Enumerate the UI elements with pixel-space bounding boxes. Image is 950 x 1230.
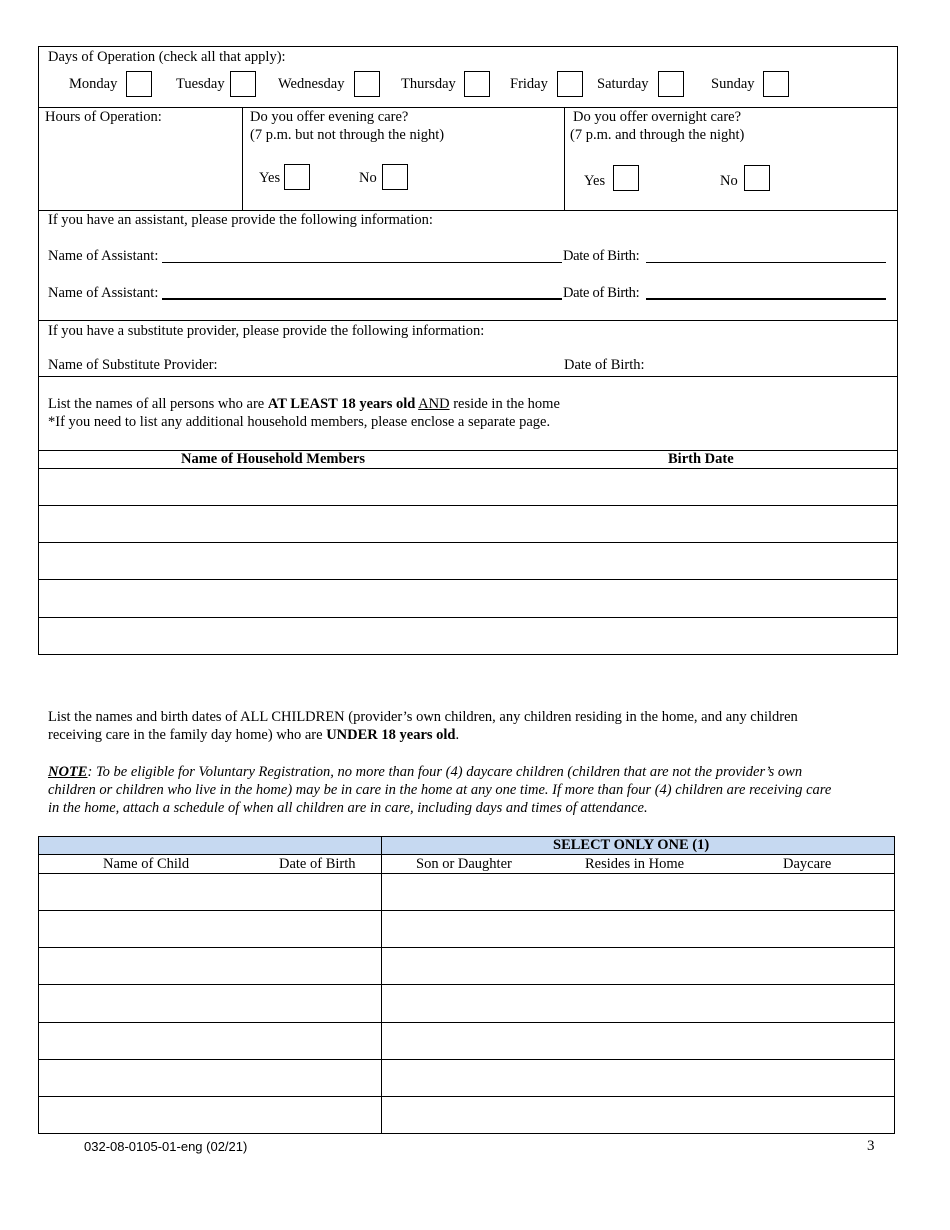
children-instructions-2a: receiving care in the family day home) who are	[48, 727, 327, 743]
household-instructions-b: AT LEAST 18 years old	[267, 396, 416, 412]
assistant-1-dob-label: Date of Birth:	[563, 248, 640, 264]
child-row-line-5	[38, 1059, 895, 1060]
assistant-1-dob-field[interactable]	[646, 262, 886, 263]
overnight-no-label: No	[720, 173, 738, 189]
assistant-2-name-label: Name of Assistant:	[48, 285, 159, 301]
day-label-saturday: Saturday	[597, 76, 649, 92]
assistant-2-dob-field[interactable]	[646, 298, 886, 300]
hours-divider-1	[242, 107, 243, 211]
household-note: *If you need to list any additional household members, please enclose a separate page.	[48, 414, 551, 430]
thursday-checkbox[interactable]	[464, 71, 490, 97]
day-label-tuesday: Tuesday	[176, 76, 225, 92]
child-row-line-3	[38, 984, 895, 985]
wednesday-checkbox[interactable]	[354, 71, 380, 97]
saturday-checkbox[interactable]	[658, 71, 684, 97]
evening-question-detail: (7 p.m. but not through the night)	[250, 127, 445, 143]
note-line-3: in the home, attach a schedule of when all children are in care, including days and times of attendance.	[48, 800, 648, 816]
household-header-bottom	[38, 468, 898, 469]
monday-checkbox[interactable]	[126, 71, 152, 97]
day-label-sunday: Sunday	[711, 76, 755, 92]
hours-label: Hours of Operation:	[45, 109, 162, 125]
day-label-wednesday: Wednesday	[278, 76, 345, 92]
tuesday-checkbox[interactable]	[230, 71, 256, 97]
children-instructions-2b: UNDER 18 years old	[326, 727, 456, 743]
substitute-dob-label: Date of Birth:	[564, 357, 645, 373]
child-col-resides: Resides in Home	[585, 856, 685, 872]
children-table	[38, 836, 895, 1134]
friday-checkbox[interactable]	[557, 71, 583, 97]
children-instructions-2	[48, 726, 459, 744]
household-instructions-e: reside in the home	[449, 396, 560, 412]
children-table-divider	[381, 836, 382, 1134]
household-row-line-3	[38, 579, 898, 580]
assistant-2-dob-label: Date of Birth:	[563, 285, 640, 301]
assistant-1-name-label: Name of Assistant:	[48, 248, 159, 264]
household-row-line-1	[38, 505, 898, 506]
evening-yes-label: Yes	[259, 170, 281, 186]
child-col-dob: Date of Birth	[279, 856, 356, 872]
sunday-checkbox[interactable]	[763, 71, 789, 97]
child-col-name: Name of Child	[103, 856, 190, 872]
evening-no-checkbox[interactable]	[382, 164, 408, 190]
overnight-yes-label: Yes	[584, 173, 606, 189]
child-row-line-4	[38, 1022, 895, 1023]
children-instructions-1: List the names and birth dates of ALL CHILDREN (provider’s own children, any children residing in the home, and any children	[48, 709, 798, 725]
child-row-line-6	[38, 1096, 895, 1097]
assistant-2-name-field[interactable]	[162, 298, 562, 300]
household-col-birth: Birth Date	[668, 451, 734, 467]
household-col-name: Name of Household Members	[181, 451, 366, 467]
household-instructions-d: AND	[418, 396, 450, 412]
household-header-top	[38, 450, 898, 451]
children-instructions-2c: .	[455, 727, 460, 743]
note-line-2: children or children who live in the home) may be in care in the home at any one time. If more than four (4) children are receiving care	[48, 782, 832, 798]
page-number: 3	[867, 1138, 875, 1154]
overnight-question: Do you offer overnight care?	[573, 109, 742, 125]
household-row-line-4	[38, 617, 898, 618]
household-row-line-2	[38, 542, 898, 543]
day-label-monday: Monday	[69, 76, 118, 92]
child-col-son: Son or Daughter	[416, 856, 512, 872]
child-row-line-2	[38, 947, 895, 948]
hours-divider-2	[564, 107, 565, 211]
child-row-line-0	[38, 873, 895, 874]
days-label: Days of Operation (check all that apply):	[48, 49, 286, 65]
evening-question: Do you offer evening care?	[250, 109, 409, 125]
select-only-one-header: SELECT ONLY ONE (1)	[553, 837, 710, 853]
substitute-intro: If you have a substitute provider, please provide the following information:	[48, 323, 485, 339]
overnight-yes-checkbox[interactable]	[613, 165, 639, 191]
household-instructions-a: List the names of all persons who are	[48, 396, 268, 412]
assistant-intro: If you have an assistant, please provide the following information:	[48, 212, 433, 228]
overnight-question-detail: (7 p.m. and through the night)	[570, 127, 745, 143]
note-label: NOTE	[48, 764, 88, 780]
hours-section	[38, 107, 898, 211]
day-label-friday: Friday	[510, 76, 548, 92]
substitute-name-label: Name of Substitute Provider:	[48, 357, 218, 373]
day-label-thursday: Thursday	[401, 76, 456, 92]
assistant-1-name-field[interactable]	[162, 262, 562, 263]
child-col-daycare: Daycare	[783, 856, 832, 872]
note-text-1: : To be eligible for Voluntary Registration, no more than four (4) daycare children (children that are not the provider’s own	[87, 764, 803, 780]
overnight-no-checkbox[interactable]	[744, 165, 770, 191]
note-line-1	[48, 763, 802, 781]
evening-no-label: No	[359, 170, 377, 186]
child-row-line-1	[38, 910, 895, 911]
evening-yes-checkbox[interactable]	[284, 164, 310, 190]
household-instructions	[48, 395, 560, 413]
form-id: 032-08-0105-01-eng (02/21)	[84, 1139, 248, 1154]
